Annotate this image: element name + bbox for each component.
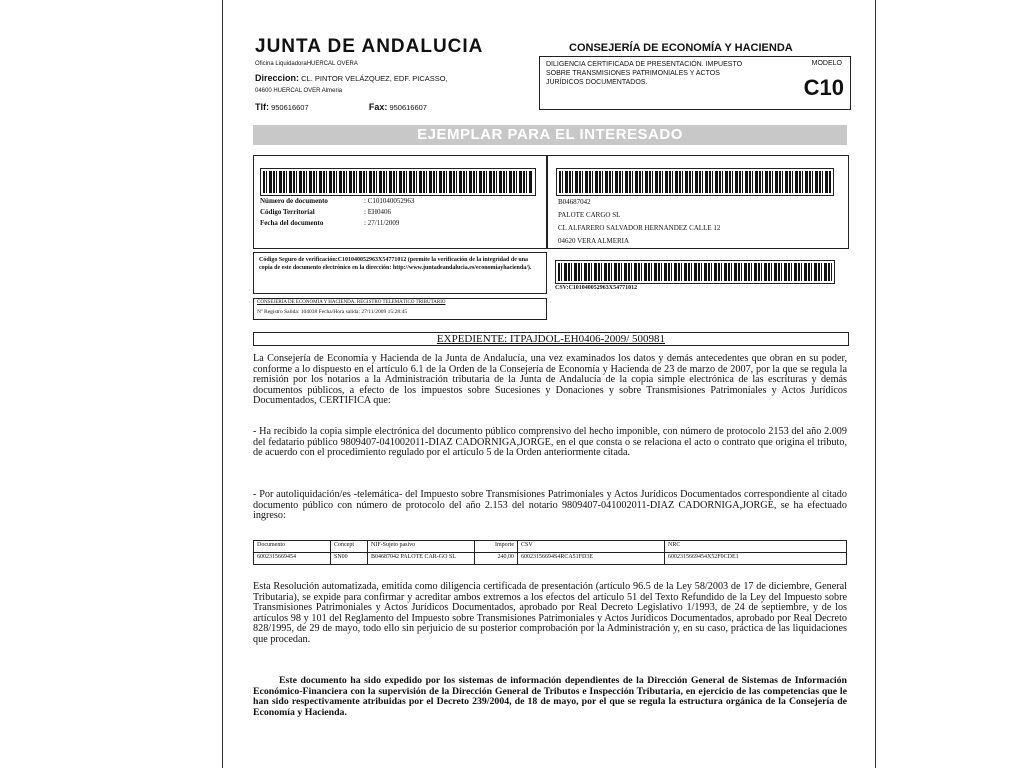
csv-code: CSV:C101040052963X54771012 — [555, 285, 638, 291]
junta-logo: JUNTA DE ANDALUCIA — [255, 36, 484, 57]
registro-line: Nº Registro Salida: 104038 Fecha/Hora salida: 27/11/2009 15:28:45 — [257, 309, 408, 315]
oficina-line: Oficina LiquidadoraHUERCAL OVERA — [255, 61, 358, 67]
table-header: NIF-Sujeto pasivo — [368, 541, 475, 553]
modelo-box — [539, 56, 851, 110]
paragraph-autoliquidacion: - Por autoliquidación/es -telemática- del Impuesto sobre Transmisiones Patrimoniales y Actos Jurídicos Documentados correspondiente al citado documento público con número de protocolo del año 2.153 del notario 9809407-041002011-DIAZ CADORNIGA,JORGE, se ha efectuado ingreso: — [253, 489, 847, 521]
table-header: Concept — [331, 541, 368, 553]
table-cell: B04687042 PALOTE CAR-GO SL — [368, 553, 475, 565]
modelo-value: C10 — [803, 75, 844, 100]
paragraph-certifica: La Consejería de Economía y Hacienda de la Junta de Andalucía, una vez examinados los datos y demás antecedentes que obran en su poder, conforme a lo dispuesto en el artículo 6.1 de la Orden de la Consejería de Economía y Hacienda de 23 de marzo de 2007, por la que se regula la remisión por los notarios a la Administración tributaria de la Junta de Andalucía de la copia simple electrónica de las escrituras y demás documentos públicos, a efecto de los impuestos sobre Sucesiones y Donaciones y sobre Transmisiones Patrimoniales y Actos Jurídicos Documentados, CERTIFICA que: — [253, 353, 847, 406]
table-row — [254, 553, 847, 565]
table-cell: 60023156694S4RCA51FD3E — [518, 553, 665, 565]
table-cell: 6002315669454 — [254, 553, 331, 565]
registro-box — [253, 298, 547, 320]
table-cell: 6002315669454X52F0CDE1 — [665, 553, 847, 565]
document-barcode — [260, 168, 536, 196]
recipient-box — [547, 155, 849, 249]
csv-verification-box — [253, 252, 547, 294]
document-fields: Número de documento : C101040052963 Código Territorial : EH0406 Fecha del documento : 27/11/2009 — [260, 197, 415, 227]
table-header: NRC — [665, 541, 847, 553]
consejeria-title: CONSEJERÍA DE ECONOMÍA Y HACIENDA — [569, 42, 793, 54]
copy-banner: EJEMPLAR PARA EL INTERESADO — [253, 125, 847, 145]
paragraph-copia: - Ha recibido la copia simple electrónica del documento público comprensivo del hecho imponible, con número de protocolo 2153 del año 2.009 del fedatario público 9809407-041002011-DIAZ CADORNIGA,JORGE, en el que consta o se relaciona el acto o contrato que origina el tributo, de acuerdo con el procedimiento regulado por el artículo 5 de la Orden anteriormente citada. — [253, 426, 847, 458]
document-info-box — [253, 155, 547, 249]
phone-line: Tlf: 950616607 Fax: 950616607 — [255, 102, 427, 112]
table-header: Documento — [254, 541, 331, 553]
payment-table — [253, 540, 847, 565]
paragraph-resolucion: Esta Resolución automatizada, emitida como diligencia certificada de presentación (artículo 96.5 de la Ley 58/2003 de 17 de diciembre, General Tributaria), se expide para confirmar y acreditar ambos extremos a los efectos del artículo 51 del Texto Refundido de la Ley del Impuesto sobre Transmisiones Patrimoniales y Actos Jurídicos Documentados, aprobado por Real Decreto Legislativo 1/1993, de 24 de septiembre, y de los artículos 98 y 101 del Reglamento del Impuesto sobre Transmisiones Patrimoniales y Actos Jurídicos Documentados, aprobado por Real Decreto 828/1995, de 29 de mayo, todo ello sin perjuicio de su posterior comprobación por la Administración y, en su caso, práctica de las liquidaciones que procedan. — [253, 581, 847, 645]
recipient-barcode — [556, 168, 834, 196]
table-header-row — [254, 541, 847, 553]
csv-barcode-block — [555, 260, 835, 292]
table-cell: SN00 — [331, 553, 368, 565]
table-header: CSV — [518, 541, 665, 553]
recipient-address: B04687042 PALOTE CARGO SL CL ALFARERO SALVADOR HERNANDEZ CALLE 12 04620 VERA ALMERIA — [558, 198, 721, 245]
modelo-description: DILIGENCIA CERTIFICADA DE PRESENTACIÓN. IMPUESTO SOBRE TRANSMISIONES PATRIMONIALES Y ACTOS JURÍDICOS DOCUMENTADOS. — [546, 61, 743, 86]
table-header: Importe — [475, 541, 518, 553]
table-cell: 240,00 — [475, 553, 518, 565]
paragraph-expedido: Este documento ha sido expedido por los sistemas de información dependientes de la Dirección General de Sistemas de Información Económico-Financiera con la supervisión de la Dirección General de Tributos e Inspección Tributaria, en ejercicio de las competencias que le han sido respectivamente atribuidas por el Decreto 239/2004, de 18 de mayo, por el que se regula la estructura orgánica de la Consejería de Economía y Hacienda. — [253, 675, 847, 718]
modelo-label: MODELO — [811, 60, 842, 67]
direccion-line: Direccion: CL. PINTOR VELÁZQUEZ, EDF. PICASSO, — [255, 73, 448, 83]
document-page — [222, 0, 876, 768]
csv-barcode — [555, 260, 835, 284]
direccion-line2: 04600 HUERCAL OVER Almeria — [255, 88, 343, 94]
csv-verification-text: Código Seguro de verificación:C101040052963X54771012 (permite la verificación de la integridad de una copia de este documento electrónico en la dirección: http://www.juntadeandalucia.es/economiayhacienda/). — [259, 257, 532, 271]
registro-title: CONSEJERÍA DE ECONOMÍA Y HACIENDA. REGISTRO TELEMÁTICO TRIBUTARIO — [257, 300, 446, 305]
expediente: EXPEDIENTE: ITPAJDOL-EH0406-2009/ 500981 — [253, 332, 849, 346]
